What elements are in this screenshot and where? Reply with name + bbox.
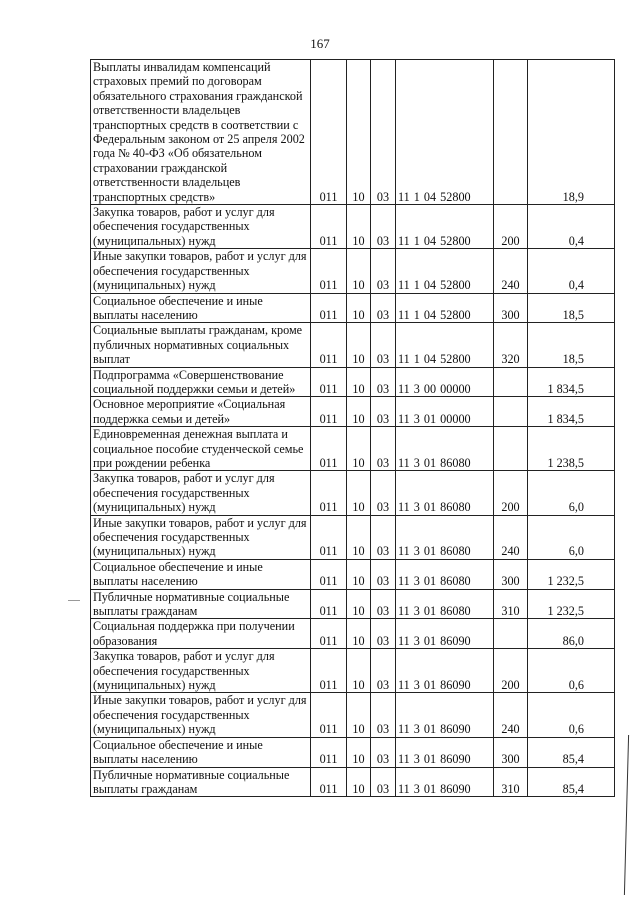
section-code-cell: 10 — [347, 60, 371, 205]
row-name-cell: Закупка товаров, работ и услуг для обеспечения государственных (муниципальных) нужд — [91, 471, 311, 515]
table-row — [91, 471, 615, 515]
subsection-code-cell: 03 — [371, 589, 396, 619]
section-code-cell: 10 — [347, 589, 371, 619]
table-row — [91, 693, 615, 737]
grbs-code-cell: 011 — [311, 397, 347, 427]
section-code-cell: 10 — [347, 397, 371, 427]
subsection-code-cell: 03 — [371, 249, 396, 293]
table-row — [91, 515, 615, 559]
grbs-code-cell: 011 — [311, 737, 347, 767]
section-code-cell: 10 — [347, 619, 371, 649]
row-name-cell: Социальная поддержка при получении образования — [91, 619, 311, 649]
expense-type-cell: 310 — [494, 767, 528, 797]
margin-pen-mark — [624, 735, 629, 895]
grbs-code-cell: 011 — [311, 323, 347, 367]
grbs-code-cell: 011 — [311, 649, 347, 693]
table-row — [91, 559, 615, 589]
table-row — [91, 293, 615, 323]
row-name-cell: Социальное обеспечение и иные выплаты населению — [91, 293, 311, 323]
row-name-cell: Социальные выплаты гражданам, кроме публичных нормативных социальных выплат — [91, 323, 311, 367]
target-article-cell: 11 1 04 52800 — [396, 323, 494, 367]
grbs-code-cell: 011 — [311, 427, 347, 471]
section-code-cell: 10 — [347, 427, 371, 471]
section-code-cell: 10 — [347, 767, 371, 797]
section-code-cell: 10 — [347, 249, 371, 293]
amount-cell: 6,0 — [528, 515, 615, 559]
expense-type-cell: 200 — [494, 649, 528, 693]
section-code-cell: 10 — [347, 471, 371, 515]
target-article-cell: 11 1 04 52800 — [396, 205, 494, 249]
target-article-cell: 11 3 01 86080 — [396, 559, 494, 589]
subsection-code-cell: 03 — [371, 323, 396, 367]
expense-type-cell: 300 — [494, 559, 528, 589]
subsection-code-cell: 03 — [371, 427, 396, 471]
target-article-cell: 11 3 01 86090 — [396, 737, 494, 767]
expense-type-cell: 300 — [494, 293, 528, 323]
amount-cell: 1 834,5 — [528, 367, 615, 397]
grbs-code-cell: 011 — [311, 559, 347, 589]
grbs-code-cell: 011 — [311, 767, 347, 797]
target-article-cell: 11 3 01 86080 — [396, 471, 494, 515]
subsection-code-cell: 03 — [371, 737, 396, 767]
expense-type-cell: 310 — [494, 589, 528, 619]
target-article-cell: 11 1 04 52800 — [396, 60, 494, 205]
table-row — [91, 397, 615, 427]
row-name-cell: Социальное обеспечение и иные выплаты населению — [91, 737, 311, 767]
expense-type-cell — [494, 60, 528, 205]
row-name-cell: Выплаты инвалидам компенсаций страховых премий по договорам обязательного страхования гражданской ответственности владельцев транспортных средств в соответствии с Федеральным законом от 25 апреля 2002 года № 40-ФЗ «Об обязательном страховании гражданской ответственности владельцев транспортных средств» — [91, 60, 311, 205]
grbs-code-cell: 011 — [311, 693, 347, 737]
section-code-cell: 10 — [347, 515, 371, 559]
grbs-code-cell: 011 — [311, 471, 347, 515]
expense-type-cell — [494, 427, 528, 471]
section-code-cell: 10 — [347, 367, 371, 397]
page-number: 167 — [310, 36, 330, 51]
table-body — [91, 60, 615, 797]
scan-mark — [68, 600, 80, 601]
expense-type-cell: 320 — [494, 323, 528, 367]
target-article-cell: 11 1 04 52800 — [396, 293, 494, 323]
target-article-cell: 11 3 00 00000 — [396, 367, 494, 397]
subsection-code-cell: 03 — [371, 559, 396, 589]
section-code-cell: 10 — [347, 737, 371, 767]
amount-cell: 6,0 — [528, 471, 615, 515]
amount-cell: 0,6 — [528, 693, 615, 737]
table-row — [91, 367, 615, 397]
section-code-cell: 10 — [347, 293, 371, 323]
grbs-code-cell: 011 — [311, 249, 347, 293]
budget-table — [90, 59, 615, 797]
expense-type-cell: 240 — [494, 249, 528, 293]
expense-type-cell — [494, 619, 528, 649]
amount-cell: 85,4 — [528, 767, 615, 797]
table-row — [91, 619, 615, 649]
target-article-cell: 11 3 01 86080 — [396, 427, 494, 471]
grbs-code-cell: 011 — [311, 293, 347, 323]
row-name-cell: Подпрограмма «Совершенствование социальной поддержки семьи и детей» — [91, 367, 311, 397]
table-row — [91, 60, 615, 205]
table-row — [91, 427, 615, 471]
target-article-cell: 11 3 01 86090 — [396, 767, 494, 797]
target-article-cell: 11 3 01 86080 — [396, 515, 494, 559]
row-name-cell: Иные закупки товаров, работ и услуг для обеспечения государственных (муниципальных) нужд — [91, 249, 311, 293]
row-name-cell: Иные закупки товаров, работ и услуг для обеспечения государственных (муниципальных) нужд — [91, 693, 311, 737]
row-name-cell: Единовременная денежная выплата и социальное пособие студенческой семье при рождении ребенка — [91, 427, 311, 471]
subsection-code-cell: 03 — [371, 767, 396, 797]
expense-type-cell: 200 — [494, 205, 528, 249]
grbs-code-cell: 011 — [311, 589, 347, 619]
row-name-cell: Закупка товаров, работ и услуг для обеспечения государственных (муниципальных) нужд — [91, 205, 311, 249]
section-code-cell: 10 — [347, 649, 371, 693]
subsection-code-cell: 03 — [371, 693, 396, 737]
grbs-code-cell: 011 — [311, 515, 347, 559]
table-row — [91, 249, 615, 293]
subsection-code-cell: 03 — [371, 515, 396, 559]
subsection-code-cell: 03 — [371, 397, 396, 427]
grbs-code-cell: 011 — [311, 367, 347, 397]
grbs-code-cell: 011 — [311, 60, 347, 205]
row-name-cell: Основное мероприятие «Социальная поддержка семьи и детей» — [91, 397, 311, 427]
section-code-cell: 10 — [347, 693, 371, 737]
row-name-cell: Иные закупки товаров, работ и услуг для обеспечения государственных (муниципальных) нужд — [91, 515, 311, 559]
target-article-cell: 11 1 04 52800 — [396, 249, 494, 293]
expense-type-cell: 200 — [494, 471, 528, 515]
amount-cell: 1 238,5 — [528, 427, 615, 471]
amount-cell: 0,4 — [528, 249, 615, 293]
amount-cell: 86,0 — [528, 619, 615, 649]
subsection-code-cell: 03 — [371, 205, 396, 249]
table-row — [91, 767, 615, 797]
target-article-cell: 11 3 01 86090 — [396, 619, 494, 649]
amount-cell: 1 232,5 — [528, 589, 615, 619]
target-article-cell: 11 3 01 86080 — [396, 589, 494, 619]
amount-cell: 0,6 — [528, 649, 615, 693]
expense-type-cell: 240 — [494, 693, 528, 737]
subsection-code-cell: 03 — [371, 60, 396, 205]
grbs-code-cell: 011 — [311, 619, 347, 649]
section-code-cell: 10 — [347, 323, 371, 367]
expense-type-cell: 300 — [494, 737, 528, 767]
row-name-cell: Закупка товаров, работ и услуг для обеспечения государственных (муниципальных) нужд — [91, 649, 311, 693]
table-row — [91, 589, 615, 619]
expense-type-cell — [494, 367, 528, 397]
subsection-code-cell: 03 — [371, 293, 396, 323]
row-name-cell: Социальное обеспечение и иные выплаты населению — [91, 559, 311, 589]
amount-cell: 18,9 — [528, 60, 615, 205]
grbs-code-cell: 011 — [311, 205, 347, 249]
row-name-cell: Публичные нормативные социальные выплаты гражданам — [91, 589, 311, 619]
amount-cell: 18,5 — [528, 323, 615, 367]
table-row — [91, 323, 615, 367]
expense-type-cell — [494, 397, 528, 427]
table-row — [91, 205, 615, 249]
target-article-cell: 11 3 01 86090 — [396, 649, 494, 693]
amount-cell: 1 232,5 — [528, 559, 615, 589]
subsection-code-cell: 03 — [371, 471, 396, 515]
amount-cell: 1 834,5 — [528, 397, 615, 427]
target-article-cell: 11 3 01 00000 — [396, 397, 494, 427]
amount-cell: 85,4 — [528, 737, 615, 767]
table-row — [91, 737, 615, 767]
amount-cell: 18,5 — [528, 293, 615, 323]
expense-type-cell: 240 — [494, 515, 528, 559]
target-article-cell: 11 3 01 86090 — [396, 693, 494, 737]
subsection-code-cell: 03 — [371, 649, 396, 693]
row-name-cell: Публичные нормативные социальные выплаты гражданам — [91, 767, 311, 797]
subsection-code-cell: 03 — [371, 367, 396, 397]
section-code-cell: 10 — [347, 205, 371, 249]
amount-cell: 0,4 — [528, 205, 615, 249]
section-code-cell: 10 — [347, 559, 371, 589]
table-row — [91, 649, 615, 693]
subsection-code-cell: 03 — [371, 619, 396, 649]
